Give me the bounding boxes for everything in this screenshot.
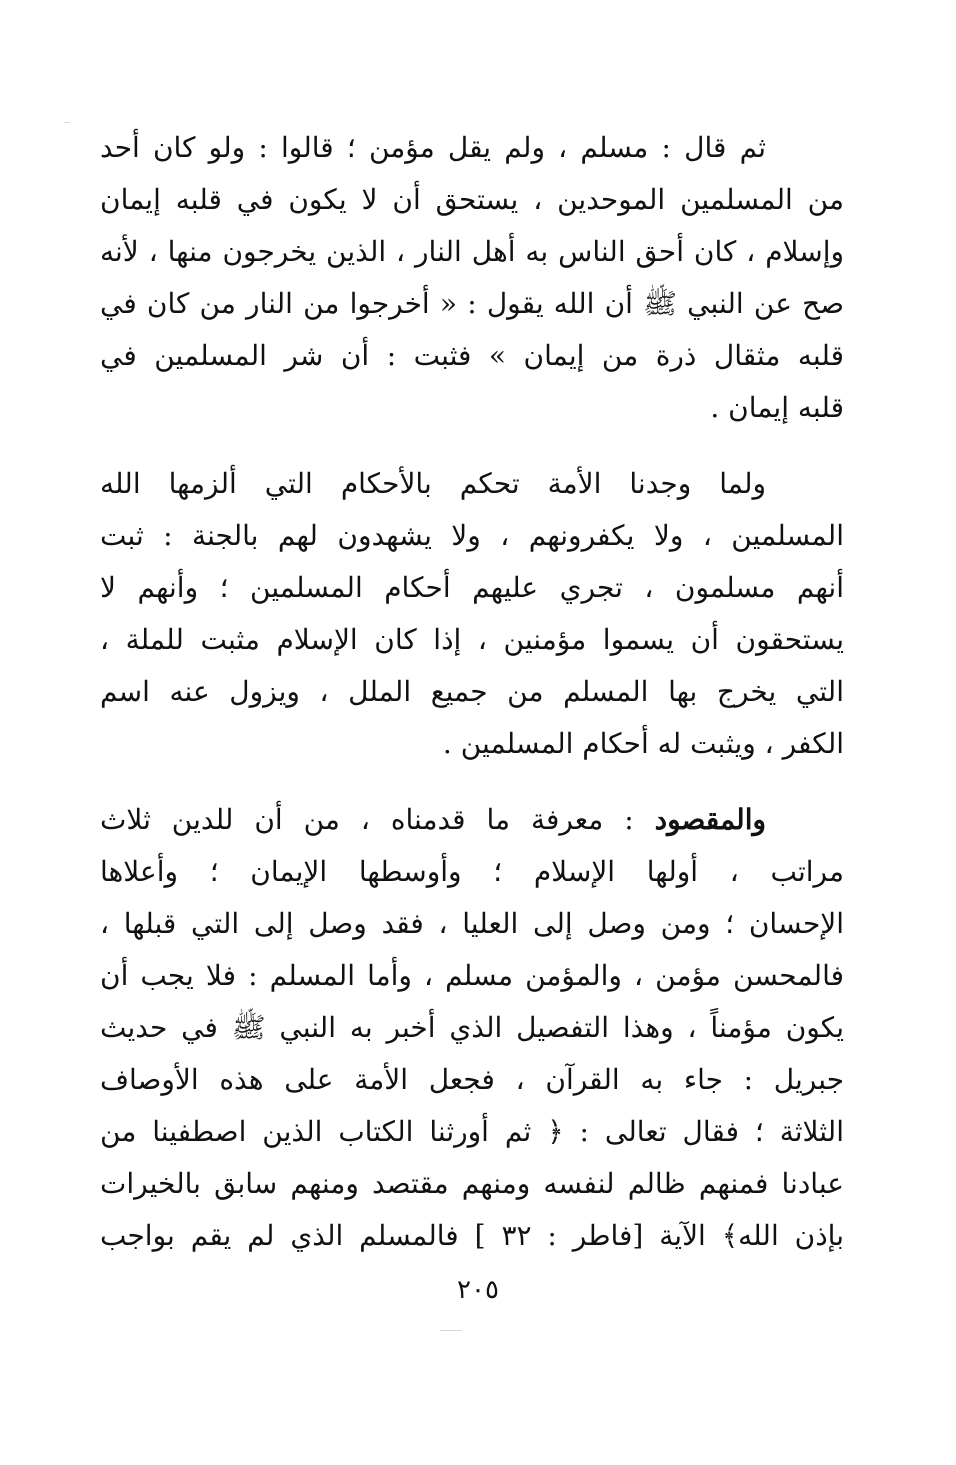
paragraph-line: ثم قال : مسلم ، ولم يقل مؤمن ؛ قالوا : ولو كان أحد bbox=[100, 131, 766, 164]
paragraph-3 bbox=[100, 794, 844, 1262]
paragraph-line: مراتب ، أولها الإسلام ؛ وأوسطها الإيمان ؛ وأعلاها bbox=[100, 855, 844, 888]
paragraph-line: فالمحسن مؤمن ، والمؤمن مسلم ، وأما المسلم : فلا يجب أن bbox=[100, 959, 844, 992]
paragraph-line bbox=[100, 794, 844, 846]
paragraph-1 bbox=[100, 122, 844, 434]
paragraph-line: يكون مؤمناً ، وهذا التفصيل الذي أخبر به النبي ﷺ في حديث bbox=[100, 1011, 844, 1044]
paragraph-line: قلبه إيمان . bbox=[710, 391, 844, 424]
paragraph-2 bbox=[100, 458, 844, 770]
paragraph-line: صح عن النبي ﷺ أن الله يقول : « أخرجوا من النار من كان في bbox=[100, 287, 844, 320]
paragraph-line: التي يخرج بها المسلم من جميع الملل ، ويزول عنه اسم bbox=[100, 675, 844, 708]
paragraph-line: المسلمين ، ولا يكفرونهم ، ولا يشهدون لهم بالجنة : ثبت bbox=[100, 519, 844, 552]
paragraph-line-rest: : معرفة ما قدمناه ، من أن للدين ثلاث bbox=[100, 803, 655, 836]
paragraph-line: جبريل : جاء به القرآن ، فجعل الأمة على هذه الأوصاف bbox=[100, 1063, 844, 1096]
paragraph-line: وإسلام ، كان أحق الناس به أهل النار ، الذين يخرجون منها ، لأنه bbox=[100, 235, 844, 268]
paragraph-line: أنهم مسلمون ، تجري عليهم أحكام المسلمين ؛ وأنهم لا bbox=[100, 571, 844, 604]
paragraph-line: عبادنا فمنهم ظالم لنفسه ومنهم مقتصد ومنهم سابق بالخيرات bbox=[100, 1167, 844, 1200]
paragraph-line: بإذن الله﴾ الآية [فاطر : ٣٢ ] فالمسلم الذي لم يقم بواجب bbox=[100, 1219, 844, 1252]
page-number: ٢٠٥ bbox=[457, 1275, 499, 1305]
paragraph-line: يستحقون أن يسموا مؤمنين ، إذا كان الإسلام مثبت للملة ، bbox=[100, 623, 844, 656]
bold-lead-word: والمقصود bbox=[654, 803, 766, 836]
scan-mark-top bbox=[64, 122, 70, 123]
paragraph-line: ولما وجدنا الأمة تحكم بالأحكام التي ألزمها الله bbox=[100, 467, 766, 500]
paragraph-line: الكفر ، ويثبت له أحكام المسلمين . bbox=[442, 727, 844, 760]
paragraph-line: من المسلمين الموحدين ، يستحق أن لا يكون في قلبه إيمان bbox=[100, 183, 844, 216]
scan-mark-bottom bbox=[440, 1330, 462, 1331]
paragraph-line: الإحسان ؛ ومن وصل إلى العليا ، فقد وصل إلى التي قبلها ، bbox=[100, 907, 844, 940]
paragraph-line: الثلاثة ؛ فقال تعالى : ﴿ ثم أورثنا الكتاب الذين اصطفينا من bbox=[100, 1115, 844, 1148]
paragraph-line: قلبه مثقال ذرة من إيمان » فثبت : أن شر المسلمين في bbox=[100, 339, 844, 372]
